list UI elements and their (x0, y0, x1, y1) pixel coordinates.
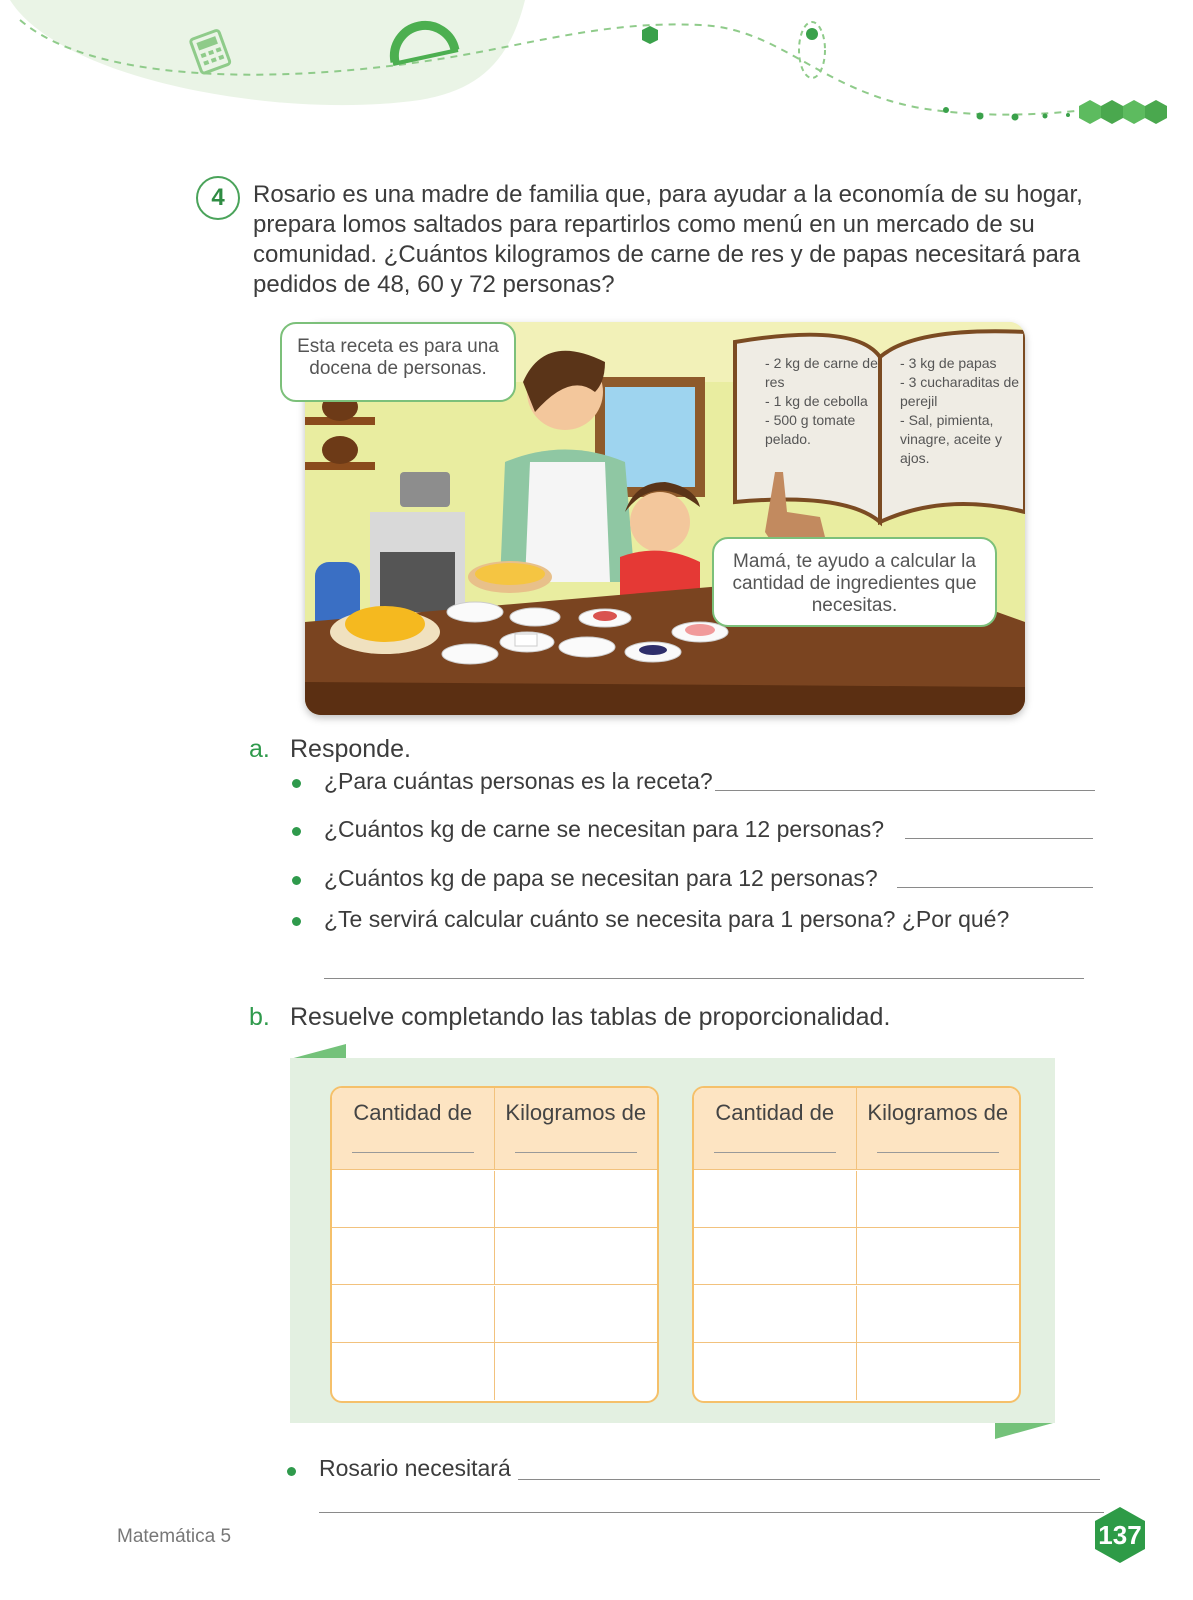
recipe-item: - 500 g tomate pelado. (765, 411, 890, 449)
answer-line-2[interactable] (905, 838, 1093, 839)
recipe-ingredients-left (765, 354, 890, 449)
part-a-letter: a. (249, 735, 270, 763)
part-b-heading-rest: completando las tablas de proporcionalidad. (394, 1003, 891, 1031)
table-cell[interactable] (332, 1171, 495, 1228)
answer-line-1[interactable] (715, 790, 1095, 791)
table-1-header-1-label: Cantidad de (353, 1100, 473, 1125)
part-b-heading (290, 1003, 890, 1032)
table-cell[interactable] (495, 1228, 658, 1285)
table-cell[interactable] (694, 1286, 857, 1343)
table-cell[interactable] (332, 1228, 495, 1285)
recipe-item: - 2 kg de carne de res (765, 354, 890, 392)
header-blank-line[interactable] (877, 1152, 1000, 1153)
conclusion-line-1[interactable] (518, 1479, 1100, 1480)
answer-line-4[interactable] (324, 978, 1084, 979)
corner-flag-bottom (995, 1423, 1055, 1443)
table-2-header-2-label: Kilogramos de (867, 1100, 1009, 1125)
cubes-icon (1079, 100, 1167, 124)
table-cell[interactable] (332, 1343, 495, 1400)
table-1-header-1 (332, 1088, 495, 1170)
table-2-header-1-label: Cantidad de (715, 1100, 835, 1125)
part-b-heading-bold: Resuelve (290, 1003, 395, 1031)
answer-line-3[interactable] (897, 887, 1093, 888)
table-1-header-2-label: Kilogramos de (505, 1100, 647, 1125)
recipe-item: - Sal, pimienta, vinagre, aceite y ajos. (900, 411, 1025, 468)
conclusion-text: Rosario necesitará (319, 1455, 511, 1481)
part-b-letter: b. (249, 1003, 270, 1031)
question-4: ¿Te servirá calcular cuánto se necesita para 1 persona? ¿Por qué? (324, 906, 1010, 932)
table-1-header-2 (495, 1088, 658, 1170)
table-cell[interactable] (694, 1343, 857, 1400)
header-blank-line[interactable] (714, 1152, 836, 1153)
bullet (292, 876, 301, 885)
table-2-header-1 (694, 1088, 857, 1170)
recipe-item: - 3 kg de papas (900, 354, 1025, 373)
table-cell[interactable] (857, 1343, 1020, 1400)
conclusion-line-2[interactable] (319, 1512, 1104, 1513)
part-a-heading: Responde. (290, 735, 411, 763)
problem-statement: Rosario es una madre de familia que, para ayudar a la economía de su hogar, prepara lomos saltados para repartirlos como menú en un mercado de su comunidad. ¿Cuántos kilogramos de carne de res y de papas necesitará para pedidos de 48, 60 y 72 personas? (253, 181, 1083, 298)
part-a-heading-text: Responde (290, 735, 404, 763)
header-blank-line[interactable] (515, 1152, 638, 1153)
bullet (287, 1467, 296, 1476)
cube-icon (642, 26, 658, 44)
table-cell[interactable] (857, 1286, 1020, 1343)
table-cell[interactable] (857, 1228, 1020, 1285)
table-cell[interactable] (857, 1171, 1020, 1228)
question-1: ¿Para cuántas personas es la receta? (324, 768, 713, 794)
page-number: 137 (1098, 1519, 1142, 1550)
question-2: ¿Cuántos kg de carne se necesitan para 12 personas? (324, 816, 885, 842)
table-cell[interactable] (495, 1286, 658, 1343)
header-decoration (0, 0, 1193, 150)
recipe-item: - 1 kg de cebolla (765, 392, 890, 411)
problem-number-badge: 4 (196, 176, 240, 220)
table-2-header-2 (857, 1088, 1020, 1170)
page-number-badge (1090, 1505, 1150, 1565)
table-cell[interactable] (495, 1171, 658, 1228)
book-title: Matemática 5 (117, 1526, 232, 1547)
table-cell[interactable] (694, 1228, 857, 1285)
table-cell[interactable] (495, 1343, 658, 1400)
speech-bubble-girl: Mamá, te ayudo a calcular la cantidad de ingredientes que necesitas. (712, 537, 997, 627)
proportionality-table-1 (330, 1086, 659, 1403)
bullet (292, 917, 301, 926)
header-blank-line[interactable] (352, 1152, 474, 1153)
speech-bubble-mother: Esta receta es para una docena de personas. (280, 322, 516, 402)
table-cell[interactable] (332, 1286, 495, 1343)
recipe-item: - 3 cucharaditas de perejil (900, 373, 1025, 411)
bullet (292, 779, 301, 788)
recipe-ingredients-right (900, 354, 1025, 468)
table-cell[interactable] (694, 1171, 857, 1228)
proportionality-table-2 (692, 1086, 1021, 1403)
bullet (292, 827, 301, 836)
question-3: ¿Cuántos kg de papa se necesitan para 12 personas? (324, 865, 878, 891)
